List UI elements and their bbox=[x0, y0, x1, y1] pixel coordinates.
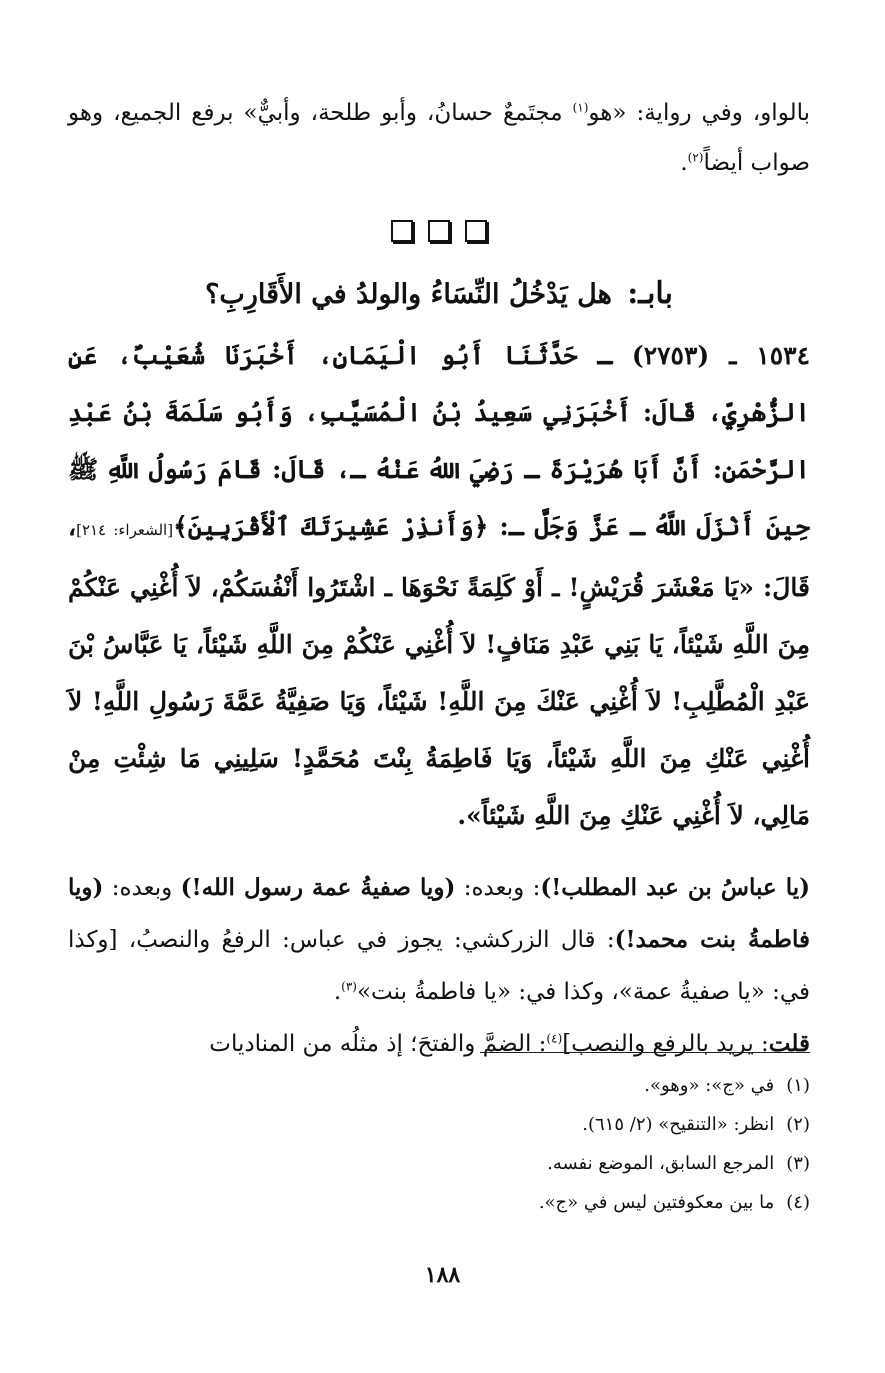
footnote-text: المرجع السابق، الموضع نفسه. bbox=[547, 1153, 775, 1174]
square-ornament-icon bbox=[465, 220, 487, 242]
page-number: ١٨٨ bbox=[424, 1262, 461, 1288]
commentary-paragraph-1 bbox=[68, 862, 810, 1018]
verse-reference: [الشعراء: ٢١٤] bbox=[76, 521, 174, 539]
intro-text-1: بالواو، وفي رواية: «هو bbox=[588, 100, 811, 126]
footnote-2 bbox=[68, 1105, 810, 1144]
square-ornament-icon bbox=[428, 220, 450, 242]
lemma-abbas: (يا عباسُ بن عبد المطلب!) bbox=[540, 874, 810, 901]
hadith-rest: ، قَالَ: «يَا مَعْشَرَ قُرَيْشٍ! ـ أَوْ كَلِمَةً نَحْوَهَا ـ اشْتَرُوا أَنْفُسَكُمْ، لاَ أُغْنِي عَنْكُمْ مِنَ اللَّهِ شَيْئاً، يَا بَنِي عَبْدِ مَنَافٍ! لاَ أُغْنِي عَنْكُمْ مِنَ اللَّهِ شَيْئاً، يَا عَبَّاسُ بْنَ عَبْدِ الْمُطَّلِبِ! لاَ أُغْنِي عَنْكَ مِنَ اللَّهِ! شَيْئاً، وَيَا صَفِيَّةُ عَمَّةَ رَسُولِ اللَّهِ! لاَ أُغْنِي عَنْكِ مِنَ اللَّهِ شَيْئاً، وَيَا فَاطِمَةُ بِنْتَ مُحَمَّدٍ! سَلِينِي مَا شِئْتِ مِنْ مَالِي، لاَ أُغْنِي عَنْكِ مِنَ اللَّهِ شَيْئاً». bbox=[68, 512, 810, 830]
footnote-ref-1[interactable]: (١) bbox=[572, 100, 589, 115]
section-separator bbox=[68, 220, 810, 250]
hadith-text bbox=[68, 327, 810, 844]
lemma-safiyya: (ويا صفيةُ عمة رسول الله!) bbox=[180, 874, 456, 901]
footnotes bbox=[68, 1066, 810, 1222]
quran-verse: وَأَنذِرْ عَشِيرَتَكَ ٱلْأَقْرَبِينَ bbox=[187, 512, 474, 541]
footnote-number: (٤) bbox=[786, 1192, 810, 1213]
quran-bracket-open: ﴿ bbox=[473, 512, 489, 541]
footnote-4 bbox=[68, 1183, 810, 1222]
hadith-opening: ١٥٣٤ ـ (٢٧٥٣) ـ حَدَّثَنَا أَبُو الْيَمَانِ، أَخْبَرَنَا شُعَيْبٌ، عَنِ الزُّهْرِيِّ، قَالَ: أَخْبَرَنِي سَعِيدُ بْنُ الْمُسَيَّبِ، وَأَبُو سَلَمَةَ بْنُ عَبْدِ الرَّحْمَنِ: أَنَّ أَبَا هُرَيْرَةَ ـ رَضِيَ اللهُ عَنْهُ ـ، قَالَ: قَامَ رَسُولُ اللَّهِ ﷺ حِينَ أَنْزَلَ اللَّهُ ـ عَزَّ وَجَلَّ ـ: bbox=[68, 341, 811, 541]
footnote-ref-4[interactable]: (٤) bbox=[546, 1031, 563, 1046]
commentary-text: : الضمَّ والفتحَ؛ إذ مثلُه من المناديات bbox=[209, 1031, 547, 1057]
quran-bracket-close: ﴾ bbox=[173, 512, 188, 541]
commentary-text: وبعده: bbox=[103, 875, 181, 901]
lemma-fatima: (ويا فاطمةُ بنت محمد!) bbox=[68, 874, 810, 953]
chapter-heading-title: هل يَدْخُلُ النِّسَاءُ والولدُ في الأَقَارِبِ؟ bbox=[205, 279, 622, 310]
qultu-label: قلت bbox=[768, 1030, 810, 1057]
footnote-text: ما بين معكوفتين ليس في «ج». bbox=[538, 1192, 775, 1213]
footnote-number: (٢) bbox=[786, 1114, 810, 1135]
commentary-text: : وبعده: bbox=[455, 875, 541, 901]
commentary-text: : يريد بالرفع والنصب] bbox=[562, 1031, 769, 1057]
square-ornament-icon bbox=[391, 220, 413, 242]
intro-text-2: مجتَمعٌ حسانُ، وأبو طلحة، وأبيٌّ» برفع الجميع، وهو صواب أيضاً bbox=[68, 100, 810, 176]
footnote-number: (١) bbox=[786, 1075, 810, 1096]
commentary-end: . bbox=[333, 979, 342, 1005]
footnote-number: (٣) bbox=[786, 1153, 810, 1174]
chapter-heading-lead: بابـ: bbox=[627, 276, 673, 311]
footnote-ref-2[interactable]: (٢) bbox=[687, 150, 704, 165]
chapter-heading bbox=[68, 266, 810, 323]
footnote-text: انظر: «التنقيح» (٢/ ٦١٥). bbox=[582, 1114, 775, 1135]
intro-end: . bbox=[680, 150, 688, 176]
intro-paragraph bbox=[68, 88, 810, 188]
footnote-ref-3[interactable]: (٣) bbox=[341, 979, 357, 994]
footnote-3 bbox=[68, 1144, 810, 1183]
footnote-1 bbox=[68, 1066, 810, 1105]
commentary-text: : قال الزركشي: يجوز في عباس: الرفعُ والنصبُ، [وكذا في: «يا صفيةُ عمة»، وكذا في: «يا فاطمةُ بنت» bbox=[68, 927, 810, 1005]
commentary-paragraph-2 bbox=[68, 1018, 810, 1070]
page-body bbox=[68, 88, 810, 1070]
footnote-text: في «ج»: «وهو». bbox=[644, 1075, 775, 1096]
footnote-divider bbox=[480, 1052, 810, 1053]
